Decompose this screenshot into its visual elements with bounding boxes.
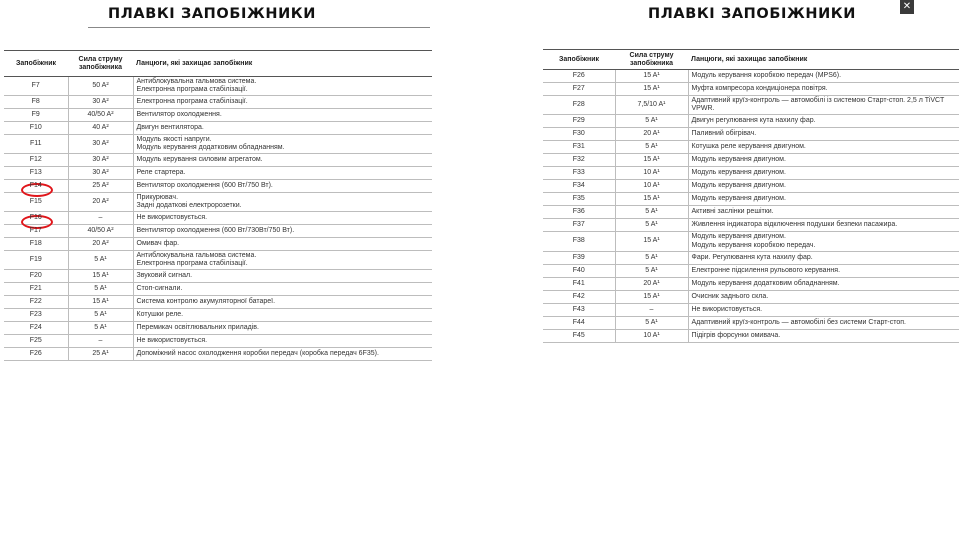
fuse-id xyxy=(4,96,68,109)
table-row xyxy=(543,193,959,206)
fuse-amperage: 30 A² xyxy=(68,154,133,167)
table-row xyxy=(543,219,959,232)
table-row xyxy=(543,264,959,277)
fuse-label: F12 xyxy=(29,156,42,164)
table-row xyxy=(4,135,432,154)
table-row xyxy=(4,296,432,309)
fuse-id xyxy=(4,296,68,309)
table-row xyxy=(543,290,959,303)
fuse-label: F19 xyxy=(29,256,42,264)
fuse-circuits: Реле стартера. xyxy=(133,167,432,180)
fuse-rows-left xyxy=(4,77,432,361)
fuse-label: F44 xyxy=(572,318,585,326)
fuse-circuits: Вентилятор охолодження. xyxy=(133,109,432,122)
fuse-amperage: 15 A¹ xyxy=(615,193,688,206)
fuse-id xyxy=(4,283,68,296)
fuse-amperage: 15 A¹ xyxy=(68,270,133,283)
col-header-fuse: Запобіжник xyxy=(543,50,615,70)
table-row xyxy=(543,329,959,342)
fuse-label: F34 xyxy=(572,182,585,190)
fuse-id xyxy=(543,264,615,277)
fuse-id xyxy=(543,154,615,167)
fuse-amperage: 40/50 A² xyxy=(68,109,133,122)
fuse-id xyxy=(4,270,68,283)
fuse-amperage: 15 A¹ xyxy=(615,232,688,251)
fuse-id xyxy=(543,83,615,96)
fuse-id xyxy=(4,135,68,154)
fuse-circuits: Модуль керування двигуном. xyxy=(688,154,959,167)
col-header-circuits: Ланцюги, які захищає запобіжник xyxy=(688,50,959,70)
fuse-label: F22 xyxy=(29,298,42,306)
table-row xyxy=(543,128,959,141)
table-row xyxy=(4,335,432,348)
fuse-id xyxy=(543,180,615,193)
fuse-id xyxy=(4,180,68,193)
fuse-label: F15 xyxy=(29,198,42,206)
fuse-label: F8 xyxy=(31,98,40,106)
table-row xyxy=(4,77,432,96)
fuse-id xyxy=(4,309,68,322)
fuse-label: F23 xyxy=(29,311,42,319)
fuse-amperage: 40 A² xyxy=(68,122,133,135)
fuse-table-left xyxy=(4,50,432,361)
table-row xyxy=(543,96,959,115)
fuse-id xyxy=(543,128,615,141)
fuse-amperage: 15 A¹ xyxy=(615,83,688,96)
fuse-circuits: Антиблокувальна гальмова система. Електронна програма стабілізації. xyxy=(133,77,432,96)
fuse-label: F25 xyxy=(29,337,42,345)
fuse-id xyxy=(4,225,68,238)
fuse-id xyxy=(4,335,68,348)
fuse-label: F18 xyxy=(29,240,42,248)
fuse-id xyxy=(4,348,68,361)
fuse-label: F20 xyxy=(29,272,42,280)
table-row xyxy=(4,180,432,193)
fuse-id xyxy=(4,77,68,96)
fuse-label: F11 xyxy=(29,140,42,148)
fuse-id xyxy=(543,303,615,316)
table-row xyxy=(4,322,432,335)
fuse-label: F16 xyxy=(29,214,42,222)
col-header-fuse: Запобіжник xyxy=(4,51,68,77)
fuse-circuits: Електронне підсилення рульового керування. xyxy=(688,264,959,277)
table-row xyxy=(4,309,432,322)
fuse-circuits: Електронна програма стабілізації. xyxy=(133,96,432,109)
fuse-label: F35 xyxy=(572,195,585,203)
fuse-id xyxy=(4,109,68,122)
fuse-amperage: 10 A¹ xyxy=(615,180,688,193)
table-row xyxy=(4,270,432,283)
fuse-id xyxy=(543,329,615,342)
fuse-amperage: 10 A¹ xyxy=(615,329,688,342)
fuse-id xyxy=(543,70,615,83)
fuse-label: F32 xyxy=(572,156,585,164)
fuse-label: F37 xyxy=(572,221,585,229)
fuse-id xyxy=(543,277,615,290)
fuse-amperage: 15 A¹ xyxy=(615,154,688,167)
table-row xyxy=(4,212,432,225)
fuse-circuits: Котушка реле керування двигуном. xyxy=(688,141,959,154)
fuse-label: F27 xyxy=(572,85,585,93)
fuse-id xyxy=(543,219,615,232)
fuse-circuits: Вентилятор охолодження (600 Вт/730Вт/750 Вт). xyxy=(133,225,432,238)
fuse-amperage: 20 A² xyxy=(68,193,133,212)
fuse-id xyxy=(543,316,615,329)
fuse-amperage: 7,5/10 A¹ xyxy=(615,96,688,115)
fuse-circuits: Адаптивний круїз-контроль — автомобілі без системи Старт-стоп. xyxy=(688,316,959,329)
fuse-label: F36 xyxy=(572,208,585,216)
fuse-amperage: 5 A¹ xyxy=(68,283,133,296)
fuse-label: F21 xyxy=(29,285,42,293)
fuse-id xyxy=(543,206,615,219)
fuse-circuits: Звуковий сигнал. xyxy=(133,270,432,283)
fuse-circuits: Підігрів форсунки омивача. xyxy=(688,329,959,342)
fuse-amperage: 25 A¹ xyxy=(68,348,133,361)
fuse-circuits: Модуль керування коробкою передач (MPS6). xyxy=(688,70,959,83)
fuse-id xyxy=(543,193,615,206)
table-row xyxy=(543,141,959,154)
fuse-label: F31 xyxy=(572,143,585,151)
fuse-label: F39 xyxy=(572,253,585,261)
fuse-label: F26 xyxy=(29,350,42,358)
fuse-amperage: 10 A¹ xyxy=(615,167,688,180)
fuse-circuits: Двигун регулювання кута нахилу фар. xyxy=(688,115,959,128)
fuse-amperage: 5 A¹ xyxy=(615,115,688,128)
table-row xyxy=(4,193,432,212)
fuse-circuits: Адаптивний круїз-контроль — автомобілі із системою Старт-стоп. 2,5 л TiVCT VPWR. xyxy=(688,96,959,115)
fuse-circuits: Модуль керування двигуном. xyxy=(688,193,959,206)
fuse-amperage: 40/50 A² xyxy=(68,225,133,238)
fuse-circuits: Не використовується. xyxy=(688,303,959,316)
fuse-amperage: 5 A¹ xyxy=(68,309,133,322)
fuse-label: F29 xyxy=(572,117,585,125)
table-row xyxy=(4,251,432,270)
fuse-label: F9 xyxy=(31,111,40,119)
fuse-amperage: 20 A¹ xyxy=(615,277,688,290)
title-divider xyxy=(88,27,430,28)
fuse-circuits: Перемикач освітлювальних приладів. xyxy=(133,322,432,335)
fuse-circuits: Муфта компресора кондиціонера повітря. xyxy=(688,83,959,96)
fuse-label: F26 xyxy=(572,72,585,80)
page-title: ПЛАВКІ ЗАПОБІЖНИКИ xyxy=(648,6,856,22)
table-row xyxy=(543,167,959,180)
fuse-id xyxy=(4,154,68,167)
fuse-circuits: Антиблокувальна гальмова система. Електронна програма стабілізації. xyxy=(133,251,432,270)
close-x-icon[interactable]: ✕ xyxy=(900,0,914,14)
fuse-label: F43 xyxy=(572,305,585,313)
fuse-circuits: Паливний обігрівач. xyxy=(688,128,959,141)
fuse-id xyxy=(543,251,615,264)
fuse-id xyxy=(543,115,615,128)
fuse-id xyxy=(4,322,68,335)
table-row xyxy=(543,180,959,193)
table-row xyxy=(543,154,959,167)
fuse-circuits: Модуль керування двигуном. Модуль керування коробкою передач. xyxy=(688,232,959,251)
fuse-circuits: Фари. Регулювання кута нахилу фар. xyxy=(688,251,959,264)
fuse-label: F30 xyxy=(572,130,585,138)
fuse-table-right xyxy=(543,49,959,343)
fuse-label: F10 xyxy=(29,124,42,132)
fuse-id xyxy=(4,212,68,225)
fuse-label: F28 xyxy=(572,101,585,109)
fuse-amperage: 50 A² xyxy=(68,77,133,96)
fuse-id xyxy=(543,96,615,115)
fuse-amperage: 5 A¹ xyxy=(615,316,688,329)
fuse-id xyxy=(543,167,615,180)
fuse-circuits: Вентилятор охолодження (600 Вт/750 Вт). xyxy=(133,180,432,193)
fuse-label: F40 xyxy=(572,266,585,274)
fuse-circuits: Не використовується. xyxy=(133,212,432,225)
fuse-amperage: 30 A² xyxy=(68,135,133,154)
fuse-amperage: 15 A¹ xyxy=(615,70,688,83)
fuse-circuits: Активні заслінки решітки. xyxy=(688,206,959,219)
table-row xyxy=(543,251,959,264)
fuse-circuits: Модуль керування двигуном. xyxy=(688,180,959,193)
fuse-id xyxy=(543,141,615,154)
table-row xyxy=(4,225,432,238)
fuse-amperage: 30 A² xyxy=(68,96,133,109)
fuse-label: F24 xyxy=(29,324,42,332)
fuse-amperage: – xyxy=(615,303,688,316)
table-row xyxy=(4,96,432,109)
fuse-id xyxy=(543,290,615,303)
table-row xyxy=(4,167,432,180)
fuse-label: F13 xyxy=(29,169,42,177)
fuse-circuits: Модуль керування силовим агрегатом. xyxy=(133,154,432,167)
fuse-circuits: Модуль керування додатковим обладнанням. xyxy=(688,277,959,290)
table-row xyxy=(4,154,432,167)
col-header-amperage: Сила струму запобіжника xyxy=(615,50,688,70)
fuse-amperage: 20 A¹ xyxy=(615,128,688,141)
fuse-amperage: 30 A² xyxy=(68,167,133,180)
fuse-circuits: Живлення індикатора відключення подушки безпеки пасажира. xyxy=(688,219,959,232)
fuse-label: F41 xyxy=(572,279,585,287)
fuse-circuits: Допоміжний насос охолодження коробки передач (коробка передач 6F35). xyxy=(133,348,432,361)
table-row xyxy=(543,70,959,83)
table-row xyxy=(4,122,432,135)
fuse-circuits: Двигун вентилятора. xyxy=(133,122,432,135)
fuse-label: F38 xyxy=(572,237,585,245)
col-header-amperage: Сила струму запобіжника xyxy=(68,51,133,77)
fuse-circuits: Не використовується. xyxy=(133,335,432,348)
fuse-label: F17 xyxy=(29,227,42,235)
fuse-label: F33 xyxy=(572,169,585,177)
page-title: ПЛАВКІ ЗАПОБІЖНИКИ xyxy=(108,6,316,22)
fuse-label: F7 xyxy=(31,82,40,90)
fuse-amperage: 15 A¹ xyxy=(68,296,133,309)
fuse-id xyxy=(4,251,68,270)
fuse-circuits: Система контролю акумуляторної батареї. xyxy=(133,296,432,309)
table-row xyxy=(4,283,432,296)
col-header-circuits: Ланцюги, які захищає запобіжник xyxy=(133,51,432,77)
fuse-amperage: 5 A¹ xyxy=(615,141,688,154)
table-row xyxy=(543,115,959,128)
fuse-amperage: 5 A¹ xyxy=(615,206,688,219)
fuse-id xyxy=(4,122,68,135)
table-row xyxy=(543,206,959,219)
table-row xyxy=(543,277,959,290)
fuse-label: F14 xyxy=(29,182,42,190)
table-row xyxy=(543,232,959,251)
fuse-id xyxy=(4,167,68,180)
fuse-amperage: 25 A² xyxy=(68,180,133,193)
fuse-circuits: Модуль керування двигуном. xyxy=(688,167,959,180)
table-row xyxy=(4,238,432,251)
fuse-amperage: 20 A² xyxy=(68,238,133,251)
fuse-circuits: Модуль якості напруги. Модуль керування додатковим обладнанням. xyxy=(133,135,432,154)
fuse-id xyxy=(543,232,615,251)
table-row xyxy=(543,83,959,96)
table-row xyxy=(4,348,432,361)
fuse-amperage: – xyxy=(68,212,133,225)
fuse-amperage: 15 A¹ xyxy=(615,290,688,303)
fuse-amperage: 5 A¹ xyxy=(615,251,688,264)
fuse-amperage: 5 A¹ xyxy=(615,264,688,277)
fuse-label: F45 xyxy=(572,331,585,339)
fuse-circuits: Прикурювач. Задні додаткові електророзетки. xyxy=(133,193,432,212)
table-row xyxy=(4,109,432,122)
fuse-rows-right xyxy=(543,70,959,342)
fuse-amperage: 5 A¹ xyxy=(615,219,688,232)
table-row xyxy=(543,303,959,316)
fuse-amperage: – xyxy=(68,335,133,348)
fuse-circuits: Омивач фар. xyxy=(133,238,432,251)
table-row xyxy=(543,316,959,329)
fuse-circuits: Стоп-сигнали. xyxy=(133,283,432,296)
fuse-circuits: Котушки реле. xyxy=(133,309,432,322)
fuse-amperage: 5 A¹ xyxy=(68,322,133,335)
fuse-amperage: 5 A¹ xyxy=(68,251,133,270)
fuse-circuits: Очисник заднього скла. xyxy=(688,290,959,303)
fuse-label: F42 xyxy=(572,292,585,300)
fuse-id xyxy=(4,238,68,251)
